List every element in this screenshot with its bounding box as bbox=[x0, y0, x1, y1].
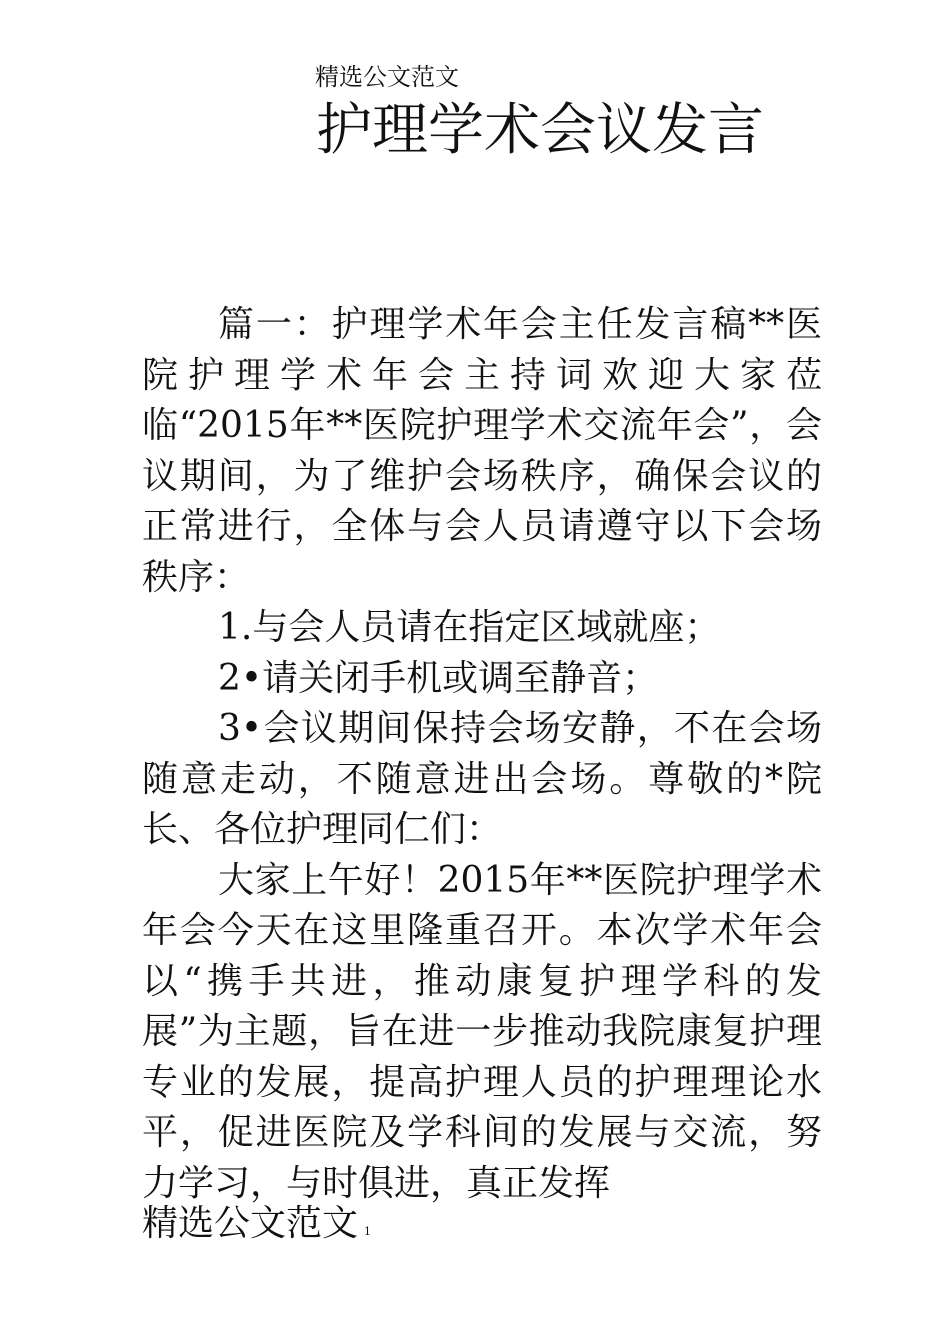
paragraph-greeting: 大家上午好！2015年**医院护理学术年会今天在这里隆重召开。本次学术年会以“携手共进，推动康复护理学科的发展”为主题，旨在进一步推动我院康复护理专业的发展，提高护理人员的护理理论水平，促进医院及学科间的发展与交流，努力学习，与时俱进，真正发挥 bbox=[142, 859, 822, 1204]
document-body bbox=[142, 300, 822, 1209]
paragraph-rule-1: 1.与会人员请在指定区域就座； bbox=[218, 607, 721, 648]
page-footer bbox=[142, 1199, 371, 1257]
page-number: 1 bbox=[364, 1225, 372, 1238]
footer-label: 精选公文范文 bbox=[142, 1203, 359, 1244]
document-title: 护理学术会议发言 bbox=[316, 98, 764, 163]
paragraph-intro: 篇一：护理学术年会主任发言稿**医院护理学术年会主持词欢迎大家莅临“2015年**医院护理学术交流年会”，会议期间，为了维护会场秩序，确保会议的正常进行，全体与会人员请遵守以下会场秩序： bbox=[142, 304, 822, 598]
header-label: 精选公文范文 bbox=[315, 63, 459, 91]
paragraph-rule-2: 2•请关闭手机或调至静音； bbox=[218, 657, 659, 699]
paragraph-rule-3: 3•会议期间保持会场安静，不在会场随意走动，不随意进出会场。尊敬的*院长、各位护理同仁们： bbox=[142, 708, 822, 850]
